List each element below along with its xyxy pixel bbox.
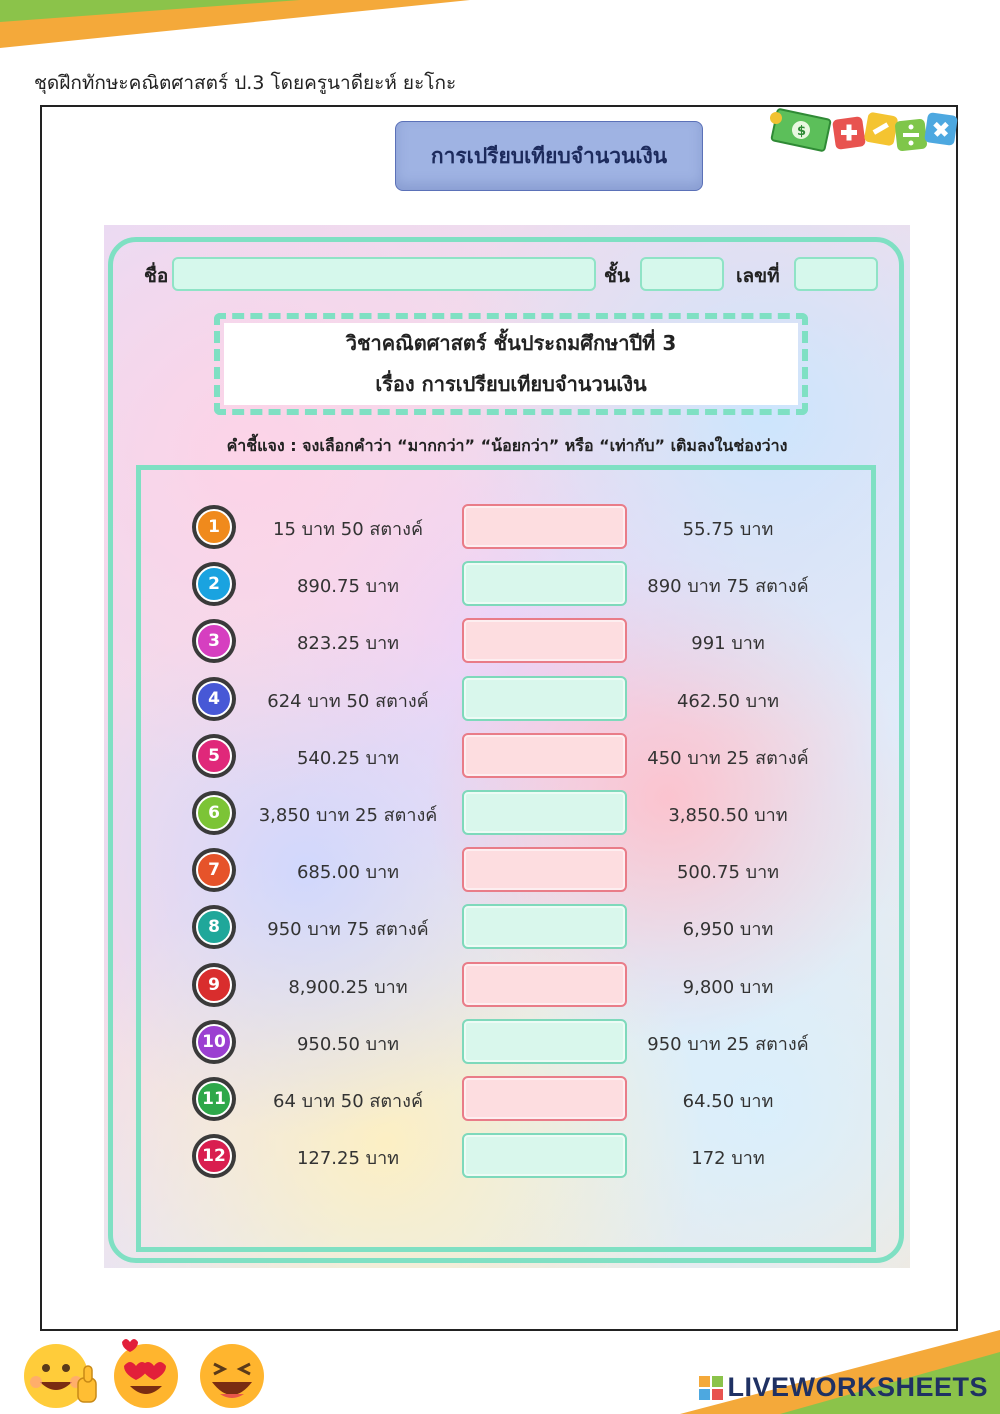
number-badge bbox=[192, 791, 236, 835]
right-amount: 450 บาท 25 สตางค์ bbox=[647, 747, 809, 769]
answer-field[interactable] bbox=[462, 1019, 627, 1064]
number-badge bbox=[192, 505, 236, 549]
number-badge-label: 10 bbox=[196, 1024, 232, 1060]
question-row bbox=[104, 504, 910, 550]
left-amount: 8,900.25 บาท bbox=[288, 976, 408, 998]
number-badge-label: 7 bbox=[196, 852, 232, 888]
right-amount: 500.75 บาท bbox=[676, 862, 780, 884]
left-amount: 950 บาท 75 สตางค์ bbox=[267, 919, 429, 941]
right-amount: 462.50 บาท bbox=[676, 690, 780, 712]
number-badge bbox=[192, 963, 236, 1007]
number-badge bbox=[192, 1134, 236, 1178]
number-badge bbox=[192, 905, 236, 949]
number-badge bbox=[192, 1020, 236, 1064]
left-amount: 127.25 บาท bbox=[296, 1148, 400, 1170]
number-badge bbox=[192, 734, 236, 778]
left-amount: 540.25 บาท bbox=[296, 747, 400, 769]
answer-field[interactable] bbox=[462, 618, 627, 663]
answer-field[interactable] bbox=[462, 962, 627, 1007]
number-badge-label: 3 bbox=[196, 623, 232, 659]
right-amount: 991 บาท bbox=[691, 633, 765, 655]
subject-box bbox=[214, 313, 808, 415]
number-badge bbox=[192, 619, 236, 663]
plus-icon bbox=[832, 116, 866, 150]
number-field[interactable] bbox=[794, 257, 878, 291]
number-badge-label: 1 bbox=[196, 509, 232, 545]
question-row bbox=[104, 1019, 910, 1065]
answer-field[interactable] bbox=[462, 847, 627, 892]
heart-eyes-emoji-icon bbox=[114, 1339, 178, 1408]
right-amount: 55.75 บาท bbox=[682, 519, 774, 540]
name-field[interactable] bbox=[172, 257, 596, 291]
question-row bbox=[104, 962, 910, 1008]
number-badge-label: 11 bbox=[196, 1081, 232, 1117]
divide-icon bbox=[895, 119, 928, 152]
right-amount: 950 บาท 25 สตางค์ bbox=[647, 1033, 809, 1055]
svg-text:$: $ bbox=[797, 124, 807, 139]
number-badge bbox=[192, 848, 236, 892]
number-badge-label: 5 bbox=[196, 738, 232, 774]
number-badge-label: 6 bbox=[196, 795, 232, 831]
right-amount: 9,800 บาท bbox=[682, 976, 774, 998]
answer-field[interactable] bbox=[462, 504, 627, 549]
answer-field[interactable] bbox=[462, 561, 627, 606]
thumbs-up-emoji-icon bbox=[24, 1344, 96, 1408]
question-row bbox=[104, 561, 910, 607]
minus-icon bbox=[864, 112, 899, 147]
left-amount: 64 บาท 50 สตางค์ bbox=[273, 1091, 423, 1112]
brand-text: LIVEWORKSHEETS bbox=[727, 1372, 988, 1402]
liveworksheets-logo-icon bbox=[699, 1376, 723, 1400]
number-badge-label: 4 bbox=[196, 681, 232, 717]
left-amount: 950.50 บาท bbox=[296, 1033, 400, 1055]
question-row bbox=[104, 904, 910, 950]
right-amount: 6,950 บาท bbox=[682, 919, 774, 941]
question-row bbox=[104, 847, 910, 893]
number-badge-label: 12 bbox=[196, 1138, 232, 1174]
question-row bbox=[104, 790, 910, 836]
top-stripe-decoration bbox=[0, 0, 1000, 60]
left-amount: 3,850 บาท 25 สตางค์ bbox=[258, 805, 438, 826]
instruction-text: คำชี้แจง : จงเลือกคำว่า “มากกว่า” “น้อยกว่า” หรือ “เท่ากับ” เติมลงในช่องว่าง bbox=[226, 436, 788, 455]
right-amount: 172 บาท bbox=[691, 1148, 765, 1170]
right-amount: 3,850.50 บาท bbox=[668, 805, 788, 826]
right-amount: 890 บาท 75 สตางค์ bbox=[647, 576, 809, 598]
page-title: การเปรียบเทียบจำนวนเงิน bbox=[395, 121, 703, 191]
subject-line-1: วิชาคณิตศาสตร์ ชั้นประถมศึกษาปีที่ 3 bbox=[345, 331, 677, 355]
number-badge-label: 2 bbox=[196, 566, 232, 602]
right-amount: 64.50 บาท bbox=[682, 1091, 774, 1112]
header-text: ชุดฝึกทักษะคณิตศาสตร์ ป.3 โดยครูนาดียะห์ ยะโกะ bbox=[34, 72, 457, 94]
name-label: ชื่อ bbox=[144, 265, 169, 287]
number-badge-label: 9 bbox=[196, 967, 232, 1003]
left-amount: 685.00 บาท bbox=[296, 862, 400, 884]
left-amount: 890.75 บาท bbox=[296, 576, 400, 598]
question-row bbox=[104, 733, 910, 779]
number-badge bbox=[192, 562, 236, 606]
number-badge bbox=[192, 1077, 236, 1121]
math-decoration bbox=[768, 108, 960, 154]
question-row bbox=[104, 1076, 910, 1122]
subject-line-2: เรื่อง การเปรียบเทียบจำนวนเงิน bbox=[375, 372, 647, 396]
answer-field[interactable] bbox=[462, 1133, 627, 1178]
exercise-sheet bbox=[104, 225, 910, 1268]
number-label: เลขที่ bbox=[736, 265, 780, 287]
left-amount: 15 บาท 50 สตางค์ bbox=[273, 519, 423, 540]
class-label: ชั้น bbox=[604, 265, 630, 287]
class-field[interactable] bbox=[640, 257, 724, 291]
liveworksheets-brand bbox=[699, 1372, 988, 1403]
question-row bbox=[104, 618, 910, 664]
question-row bbox=[104, 676, 910, 722]
laughing-emoji-icon bbox=[200, 1344, 264, 1408]
answer-field[interactable] bbox=[462, 1076, 627, 1121]
left-amount: 823.25 บาท bbox=[296, 633, 400, 655]
left-amount: 624 บาท 50 สตางค์ bbox=[267, 690, 429, 712]
question-row bbox=[104, 1133, 910, 1179]
answer-field[interactable] bbox=[462, 790, 627, 835]
answer-field[interactable] bbox=[462, 733, 627, 778]
number-badge-label: 8 bbox=[196, 909, 232, 945]
money-bill-icon bbox=[770, 109, 831, 152]
multiply-icon bbox=[924, 112, 958, 146]
emoji-decoration bbox=[18, 1332, 268, 1412]
answer-field[interactable] bbox=[462, 904, 627, 949]
answer-field[interactable] bbox=[462, 676, 627, 721]
number-badge bbox=[192, 677, 236, 721]
